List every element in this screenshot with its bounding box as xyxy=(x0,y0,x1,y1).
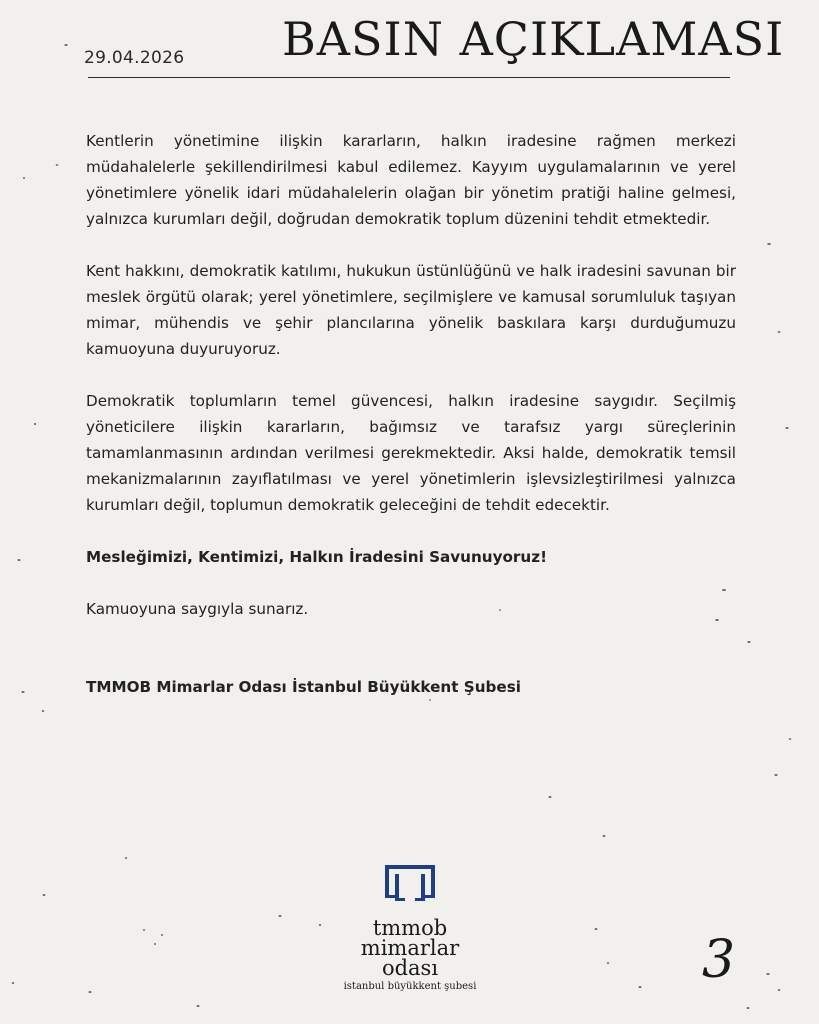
press-release-body xyxy=(86,128,736,726)
bracket-logo-icon xyxy=(382,862,438,912)
logo-line-branch: istanbul büyükkent şubesi xyxy=(343,981,477,992)
paragraph: Kent hakkını, demokratik katılımı, hukukun üstünlüğünü ve halk iradesini savunan bir meslek örgütü olarak; yerel yönetimlere, seçilmişlere ve kamusal sorumluluk taşıyan mimar, mühendis ve şehir plancılarına yönelik baskılara karşı durduğumuzu kamuoyuna duyuruyoruz. xyxy=(86,262,736,358)
closing-text: Kamuoyuna saygıyla sunarız. xyxy=(86,600,309,618)
page-title: BASIN AÇIKLAMASI xyxy=(282,12,785,66)
page-number: 3 xyxy=(702,930,736,990)
header-divider xyxy=(88,77,730,78)
logo-line-mimarlar: mimarlar xyxy=(360,936,460,960)
logo-line-odasi: odası xyxy=(381,956,439,980)
slogan: Mesleğimizi, Kentimizi, Halkın İradesini Savunuyoruz! xyxy=(86,548,547,566)
paragraph: Kentlerin yönetimine ilişkin kararların, halkın iradesine rağmen merkezi müdahalelerle şekillendirilmesi kabul edilemez. Kayyım uygulamalarının ve yerel yönetimlere yönelik idari müdahalelerin olağan bir yönetim pratiği haline gelmesi, yalnızca kurumları değil, doğrudan demokratik toplum düzenini tehdit etmektedir. xyxy=(86,132,736,228)
logo-line-tmmob: tmmob xyxy=(372,916,448,940)
organization-logo xyxy=(330,862,490,994)
date: 29.04.2026 xyxy=(84,48,185,68)
signature: TMMOB Mimarlar Odası İstanbul Büyükkent Şubesi xyxy=(86,678,521,696)
paragraph: Demokratik toplumların temel güvencesi, halkın iradesine saygıdır. Seçilmiş yöneticilere ilişkin kararların, bağımsız ve tarafsız yargı süreçlerinin tamamlanmasının ardından verilmesi gerekmektedir. Aksi halde, demokratik temsil mekanizmalarının zayıflatılması ve yerel yönetimlerin işlevsizleştirilmesi yalnızca kurumları değil, toplumun demokratik geleceğini de tehdit edecektir. xyxy=(86,392,736,514)
